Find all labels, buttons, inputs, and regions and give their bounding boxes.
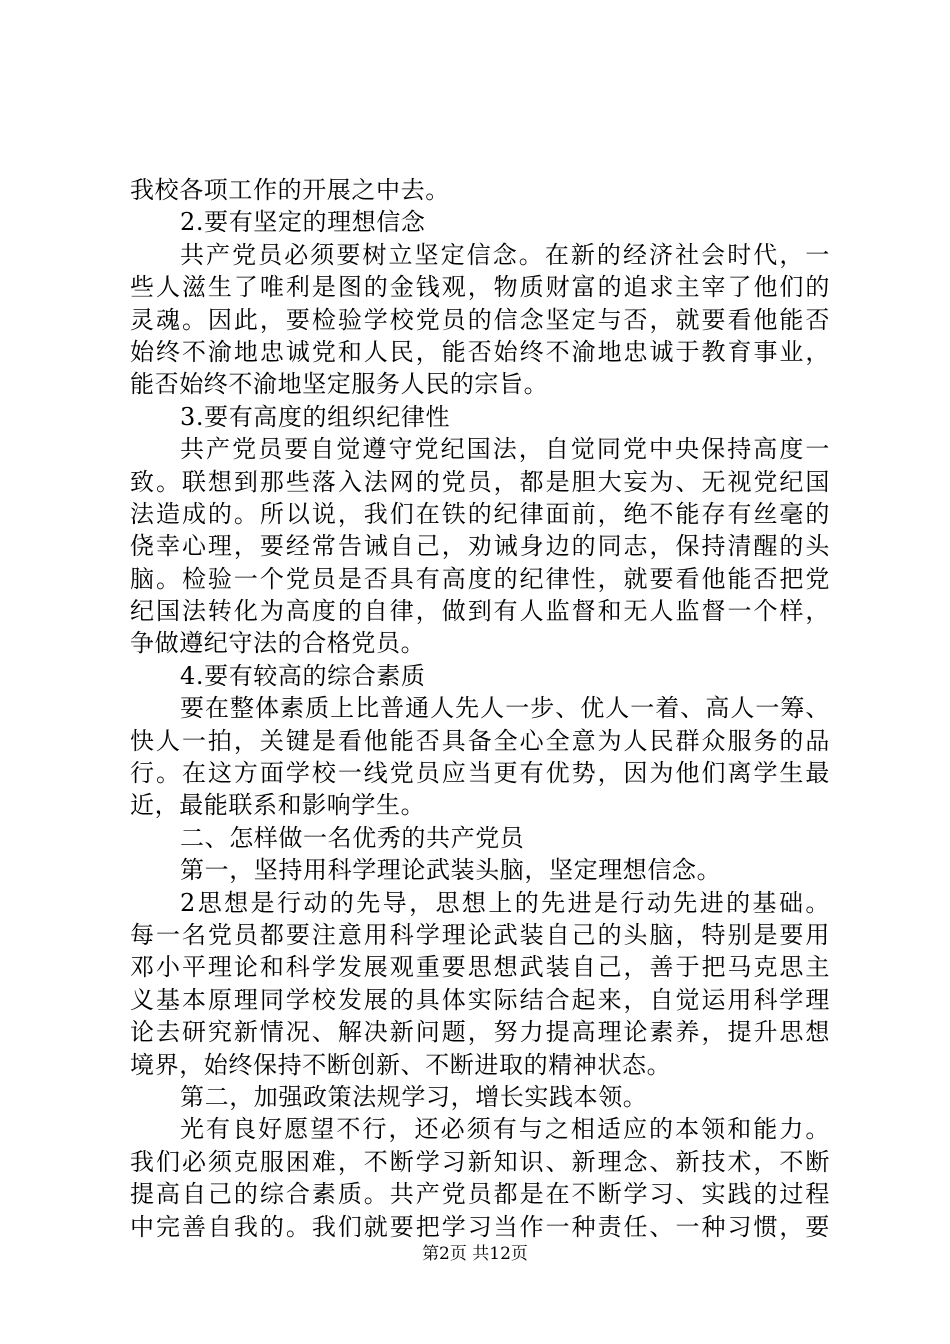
text-line: 2思想是行动的先导，思想上的先进是行动先进的基础。 — [180, 888, 830, 917]
text-line: 侥幸心理，要经常告诫自己，劝诫身边的同志，保持清醒的头 — [130, 532, 830, 561]
text-line: 每一名党员都要注意用科学理论武装自己的头脑，特别是要用 — [130, 920, 830, 949]
text-line: 中完善自我的。我们就要把学习当作一种责任、一种习惯，要 — [130, 1212, 830, 1241]
text-line: 法造成的。所以说，我们在铁的纪律面前，绝不能存有丝毫的 — [130, 499, 830, 528]
section-heading: 2.要有坚定的理想信念 — [180, 208, 426, 237]
text-line: 致。联想到那些落入法网的党员，都是胆大妄为、无视党纪国 — [130, 467, 830, 496]
text-line: 些人滋生了唯利是图的金钱观，物质财富的追求主宰了他们的 — [130, 273, 830, 302]
text-line: 境界，始终保持不断创新、不断进取的精神状态。 — [130, 1050, 672, 1079]
text-line: 提高自己的综合素质。共产党员都是在不断学习、实践的过程 — [130, 1180, 830, 1209]
text-line: 纪国法转化为高度的自律，做到有人监督和无人监督一个样， — [130, 597, 830, 626]
text-line: 我们必须克服困难，不断学习新知识、新理念、新技术，不断 — [130, 1147, 830, 1176]
text-line: 我校各项工作的开展之中去。 — [130, 176, 450, 204]
page-footer — [0, 1243, 950, 1265]
section-heading: 4.要有较高的综合素质 — [180, 661, 426, 690]
text-line: 邓小平理论和科学发展观重要思想武装自己，善于把马克思主 — [130, 953, 830, 982]
text-line: 共产党员必须要树立坚定信念。在新的经济社会时代，一 — [180, 240, 830, 269]
section-heading: 3.要有高度的组织纪律性 — [180, 402, 451, 431]
text-line: 灵魂。因此，要检验学校党员的信念坚定与否，就要看他能否 — [130, 305, 830, 334]
section-heading: 第二，加强政策法规学习，增长实践本领。 — [180, 1082, 648, 1111]
text-line: 争做遵纪守法的合格党员。 — [130, 629, 426, 658]
section-heading: 第一，坚持用科学理论武装头脑，坚定理想信念。 — [180, 856, 722, 885]
text-line: 脑。检验一个党员是否具有高度的纪律性，就要看他能否把党 — [130, 564, 830, 593]
text-line: 始终不渝地忠诚党和人民，能否始终不渝地忠诚于教育事业， — [130, 337, 830, 366]
text-line: 义基本原理同学校发展的具体实际结合起来，自觉运用科学理 — [130, 985, 830, 1014]
document-body — [130, 174, 830, 1243]
text-line: 论去研究新情况、解决新问题，努力提高理论素养，提升思想 — [130, 1018, 830, 1047]
page-number-label: 第2页 共12页 — [422, 1244, 528, 1264]
section-heading: 二、怎样做一名优秀的共产党员 — [180, 823, 525, 852]
text-line: 行。在这方面学校一线党员应当更有优势，因为他们离学生最 — [130, 759, 830, 788]
text-line: 共产党员要自觉遵守党纪国法，自觉同党中央保持高度一 — [180, 435, 830, 464]
text-line: 能否始终不渝地坚定服务人民的宗旨。 — [130, 370, 549, 399]
text-line: 光有良好愿望不行，还必须有与之相适应的本领和能力。 — [180, 1115, 830, 1144]
text-line: 近，最能联系和影响学生。 — [130, 791, 426, 820]
text-line: 快人一拍，关键是看他能否具备全心全意为人民群众服务的品 — [130, 726, 830, 755]
text-line: 要在整体素质上比普通人先人一步、优人一着、高人一筹、 — [180, 694, 830, 723]
